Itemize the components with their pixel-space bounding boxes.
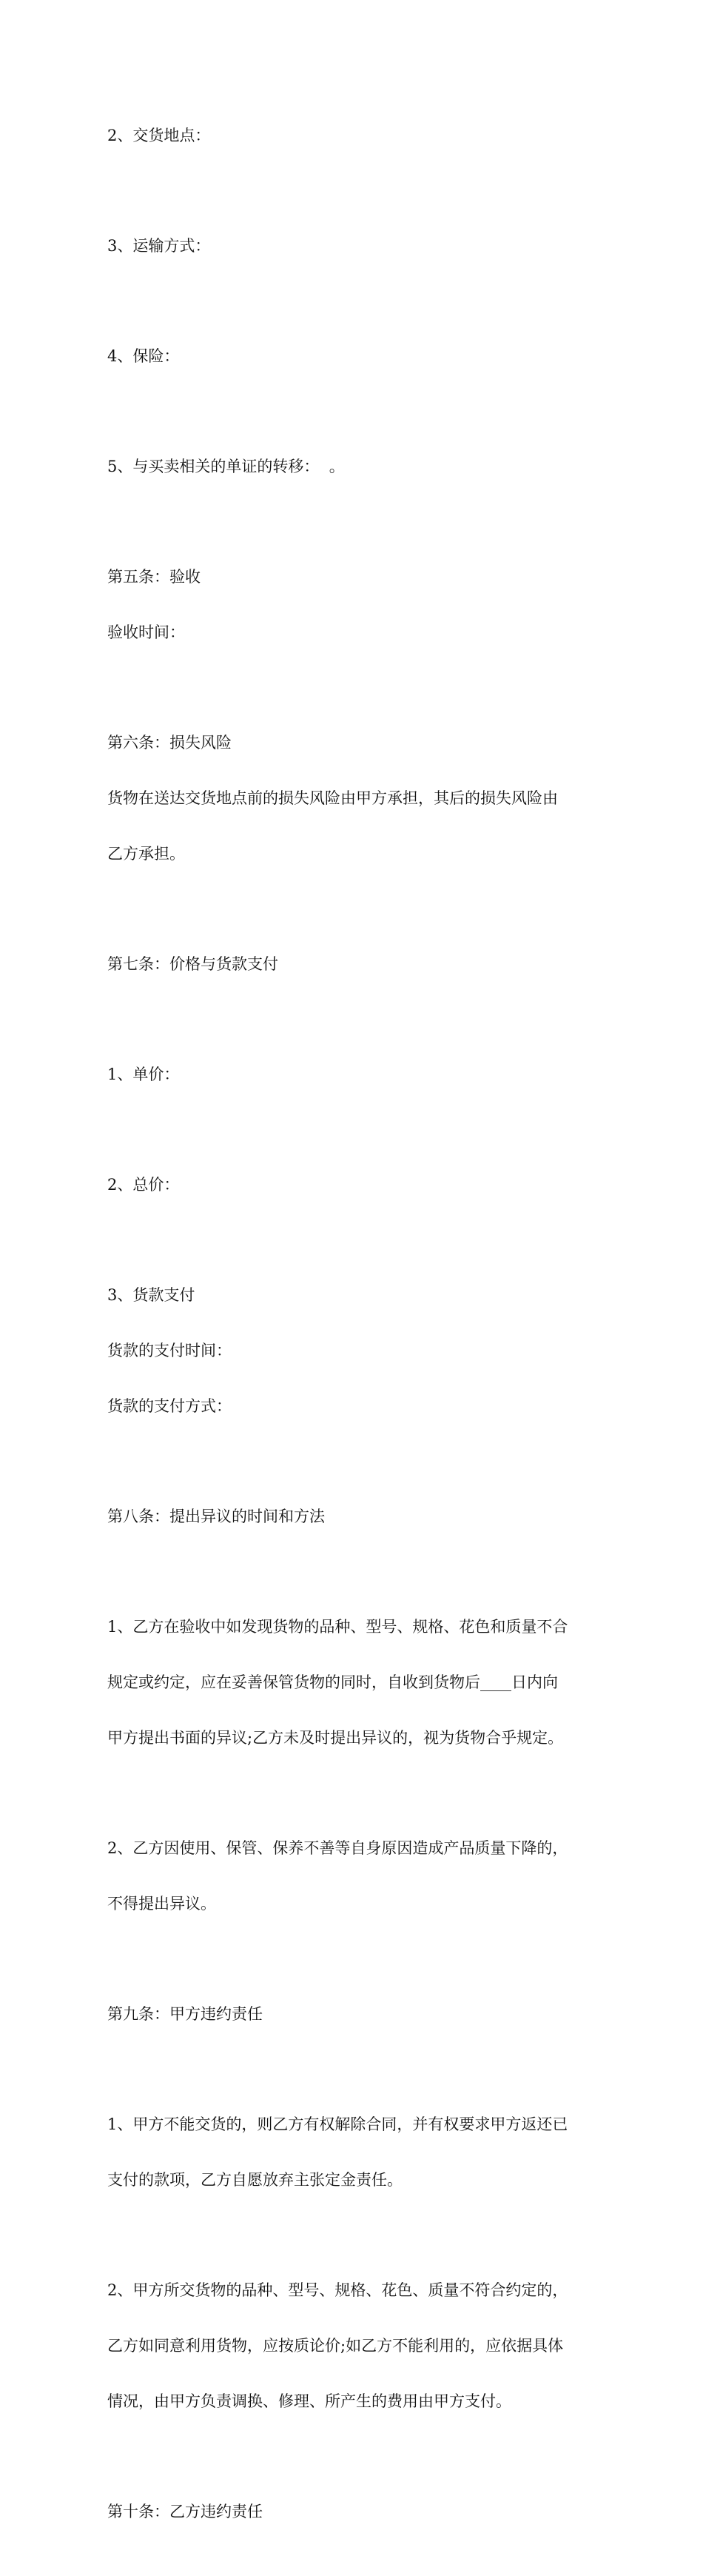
text-line: 1、单价：: [107, 1065, 180, 1083]
text-line: 情况，由甲方负责调换、修理、所产生的费用由甲方支付。: [107, 2392, 511, 2410]
text-line: 2、总价：: [107, 1176, 180, 1194]
text-line: 不得提出异议。: [107, 1895, 216, 1913]
paragraph-party-a-liability-2: [107, 2244, 610, 2448]
paragraph-objection-1: [107, 1581, 610, 1784]
text-line: 5、与买卖相关的单证的转移： 。: [107, 458, 345, 475]
text-line: 乙方承担。: [107, 845, 185, 863]
paragraph-total-price: [107, 1139, 610, 1231]
text-line: 2、乙方因使用、保管、保养不善等自身原因造成产品质量下降的，: [107, 1839, 568, 1857]
text-line: 货物在送达交货地点前的损失风险由甲方承担，其后的损失风险由: [107, 789, 558, 807]
text-line: 验收时间：: [107, 623, 185, 641]
text-line: 货款的支付方式：: [107, 1397, 232, 1415]
text-line: 1、甲方不能交货的，则乙方有权解除合同，并有权要求甲方返还已: [107, 2115, 568, 2133]
text-line: 货款的支付时间：: [107, 1342, 232, 1359]
text-line: 3、货款支付: [107, 1286, 195, 1304]
text-line: 4、保险：: [107, 347, 180, 365]
text-line: 2、交货地点：: [107, 127, 211, 144]
text-line: 支付的款项，乙方自愿放弃主张定金责任。: [107, 2171, 403, 2189]
text-line: 1、乙方在验收中如发现货物的品种、型号、规格、花色和质量不合: [107, 1618, 568, 1636]
paragraph-document-transfer: [107, 421, 610, 513]
paragraph-party-a-liability-1: [107, 2078, 610, 2227]
section-heading: 第八条：提出异议的时间和方法: [107, 1508, 325, 1525]
section-article-5-inspection: [107, 531, 610, 679]
section-article-6-risk: [107, 697, 610, 900]
paragraph-payment: [107, 1249, 610, 1453]
section-heading: 第六条：损失风险: [107, 734, 232, 752]
document-page: [107, 90, 610, 2576]
paragraph-objection-2: [107, 1802, 610, 1950]
paragraph-unit-price: [107, 1028, 610, 1121]
section-heading: 第五条：验收: [107, 568, 201, 586]
paragraph-transport-method: [107, 200, 610, 292]
section-article-9-heading: [107, 1968, 610, 2061]
text-line: 甲方提出书面的异议;乙方未及时提出异议的，视为货物合乎规定。: [107, 1729, 564, 1747]
paragraph-insurance: [107, 310, 610, 403]
text-line: 规定或约定，应在妥善保管货物的同时，自收到货物后____日内向: [107, 1673, 558, 1691]
section-heading: 第七条：价格与货款支付: [107, 955, 278, 973]
section-heading: 第九条：甲方违约责任: [107, 2005, 263, 2023]
text-line: 3、运输方式：: [107, 237, 211, 255]
section-article-10-heading: [107, 2466, 610, 2558]
section-article-8-heading: [107, 1471, 610, 1563]
text-line: 乙方如同意利用货物，应按质论价;如乙方不能利用的，应依据具体: [107, 2337, 564, 2355]
section-article-7-heading: [107, 918, 610, 1011]
section-heading: 第十条：乙方违约责任: [107, 2503, 263, 2520]
text-line: 2、甲方所交货物的品种、型号、规格、花色、质量不符合约定的，: [107, 2281, 568, 2299]
paragraph-delivery-place: [107, 90, 610, 182]
